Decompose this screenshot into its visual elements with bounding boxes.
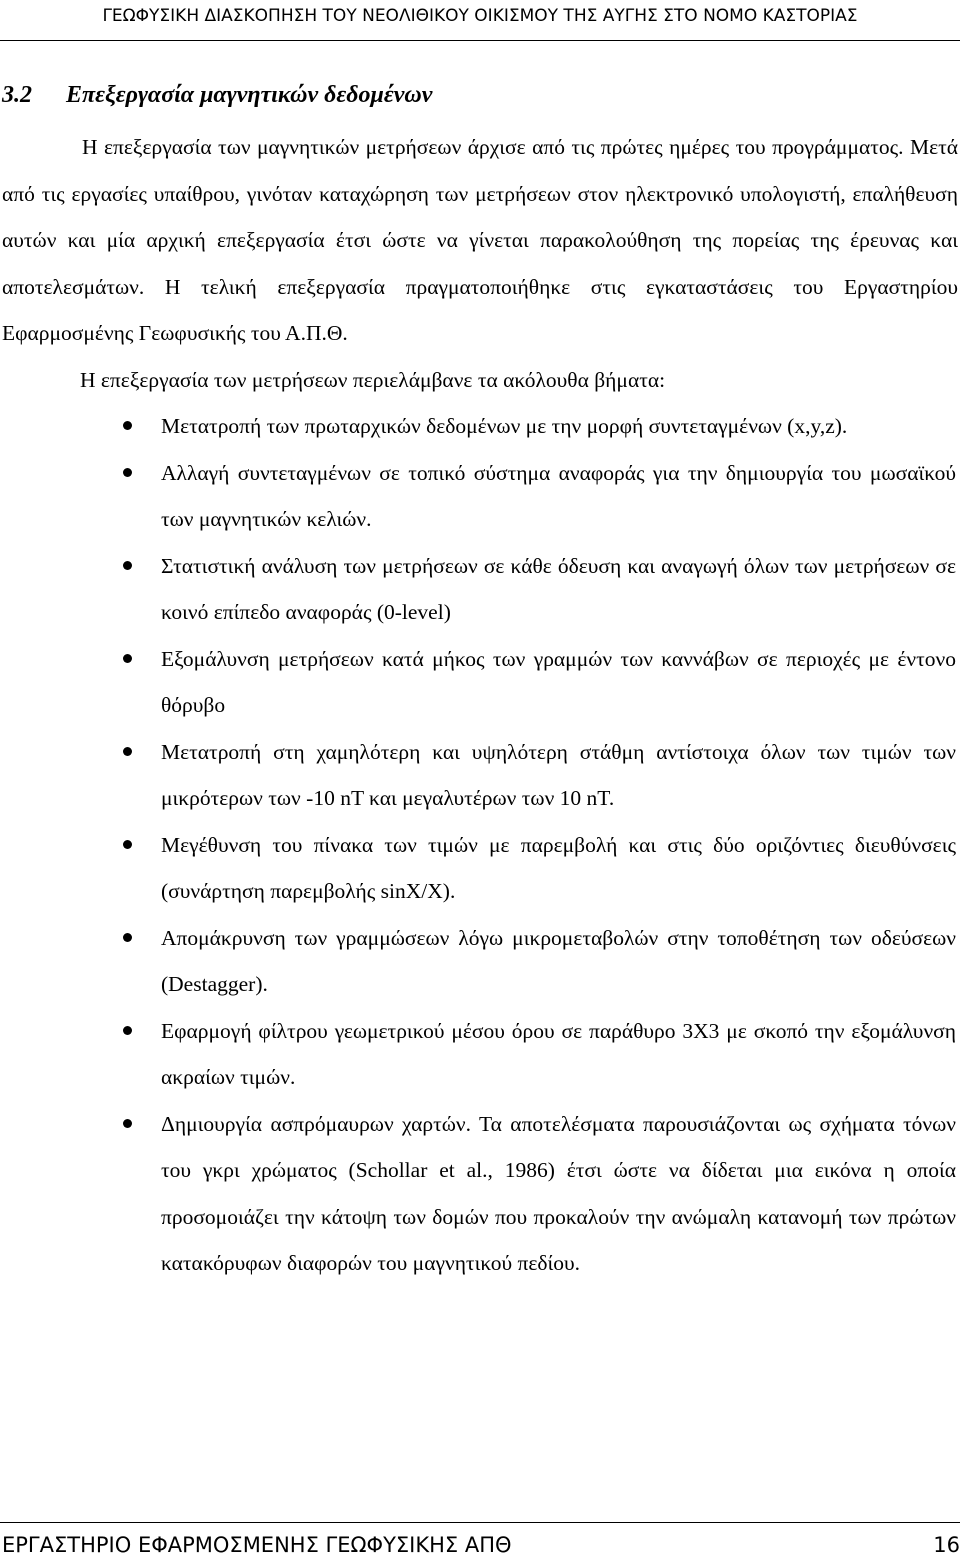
bullet-icon xyxy=(123,561,132,570)
bullet-icon xyxy=(123,747,132,756)
list-item xyxy=(0,403,956,450)
bullet-icon xyxy=(123,933,132,942)
running-header-title: ΓΕΩΦΥΣΙΚΗ ΔΙΑΣΚΟΠΗΣΗ ΤΟΥ ΝΕΟΛΙΘΙΚΟΥ ΟΙΚΙΣΜΟΥ ΤΗΣ ΑΥΓΗΣ ΣΤΟ ΝΟΜΟ ΚΑΣΤΟΡΙΑΣ xyxy=(102,6,858,26)
bullet-icon xyxy=(123,1026,132,1035)
page-number: 16 xyxy=(933,1533,960,1557)
list-item xyxy=(0,543,956,636)
list-item xyxy=(0,636,956,729)
list-item xyxy=(0,1101,956,1287)
footer-lab-name: ΕΡΓΑΣΤΗΡΙΟ ΕΦΑΡΜΟΣΜΕΝΗΣ ΓΕΩΦΥΣΙΚΗΣ ΑΠΘ xyxy=(2,1533,512,1557)
list-item-text: Απομάκρυνση των γραμμώσεων λόγω μικρομεταβολών στην τοποθέτηση των οδεύσεων (Destagger). xyxy=(161,925,956,996)
section-number: 3.2 xyxy=(2,82,32,108)
list-item-text: Δημιουργία ασπρόμαυρων χαρτών. Τα αποτελέσματα παρουσιάζονται ως σχήματα τόνων του γκρι χρώματος (Schollar et al., 1986) έτσι ώστε να δίδεται μια εικόνα η οποία προσομοιάζει την κάτοψη των δομών που προκαλούν την ανώμαλη κατανομή των πρώτων κατακόρυφων διαφορών του μαγνητικού πεδίου. xyxy=(161,1111,956,1275)
list-item xyxy=(0,450,956,543)
list-item-text: Μετατροπή στη χαμηλότερη και υψηλότερη στάθμη αντίστοιχα όλων των τιμών των μικρότερων των -10 nT και μεγαλυτέρων των 10 nT. xyxy=(161,739,956,810)
intro-paragraph xyxy=(2,124,958,357)
list-item xyxy=(0,729,956,822)
bullet-icon xyxy=(123,840,132,849)
section-heading xyxy=(2,72,960,118)
list-item-text: Αλλαγή συντεταγμένων σε τοπικό σύστημα αναφοράς για την δημιουργία του μωσαϊκού των μαγνητικών κελιών. xyxy=(161,460,956,531)
list-item xyxy=(0,1008,956,1101)
list-item-text: Στατιστική ανάλυση των μετρήσεων σε κάθε όδευση και αναγωγή όλων των μετρήσεων σε κοινό επίπεδο αναφοράς (0-level) xyxy=(161,553,956,624)
steps-intro: Η επεξεργασία των μετρήσεων περιελάμβανε τα ακόλουθα βήματα: xyxy=(80,367,666,392)
intro-paragraph-text: Η επεξεργασία των μαγνητικών μετρήσεων άρχισε από τις πρώτες ημέρες του προγράμματος. Μετά από τις εργασίες υπαίθρου, γινόταν καταχώρηση των μετρήσεων στον ηλεκτρονικό υπολογιστή, επαλήθευση αυτών και μία αρχική επεξεργασία έτσι ώστε να γίνεται παρακολούθηση της πορείας της έρευνας και αποτελεσμάτων. Η τελική επεξεργασία πραγματοποιήθηκε στις εγκαταστάσεις του Εργαστηρίου Εφαρμοσμένης Γεωφυσικής του Α.Π.Θ. xyxy=(2,135,958,345)
bullet-icon xyxy=(123,654,132,663)
list-item-text: Μετατροπή των πρωταρχικών δεδομένων με την μορφή συντεταγμένων (x,y,z). xyxy=(161,414,848,438)
document-body xyxy=(0,40,960,1287)
list-item xyxy=(0,915,956,1008)
bullet-icon xyxy=(123,468,132,477)
running-header xyxy=(0,0,960,41)
list-item xyxy=(0,822,956,915)
list-item-text: Εφαρμογή φίλτρου γεωμετρικού μέσου όρου σε παράθυρο 3Χ3 με σκοπό την εξομάλυνση ακραίων τιμών. xyxy=(161,1018,956,1089)
section-title: Επεξεργασία μαγνητικών δεδομένων xyxy=(66,82,433,108)
processing-steps-list xyxy=(0,403,960,1287)
bullet-icon xyxy=(123,421,132,430)
bullet-icon xyxy=(123,1119,132,1128)
running-footer xyxy=(0,1522,960,1568)
list-item-text: Μεγέθυνση του πίνακα των τιμών με παρεμβολή και στις δύο οριζόντιες διευθύνσεις (συνάρτηση παρεμβολής sinX/X). xyxy=(161,832,956,903)
list-item-text: Εξομάλυνση μετρήσεων κατά μήκος των γραμμών των καννάβων σε περιοχές με έντονο θόρυβο xyxy=(161,646,956,717)
